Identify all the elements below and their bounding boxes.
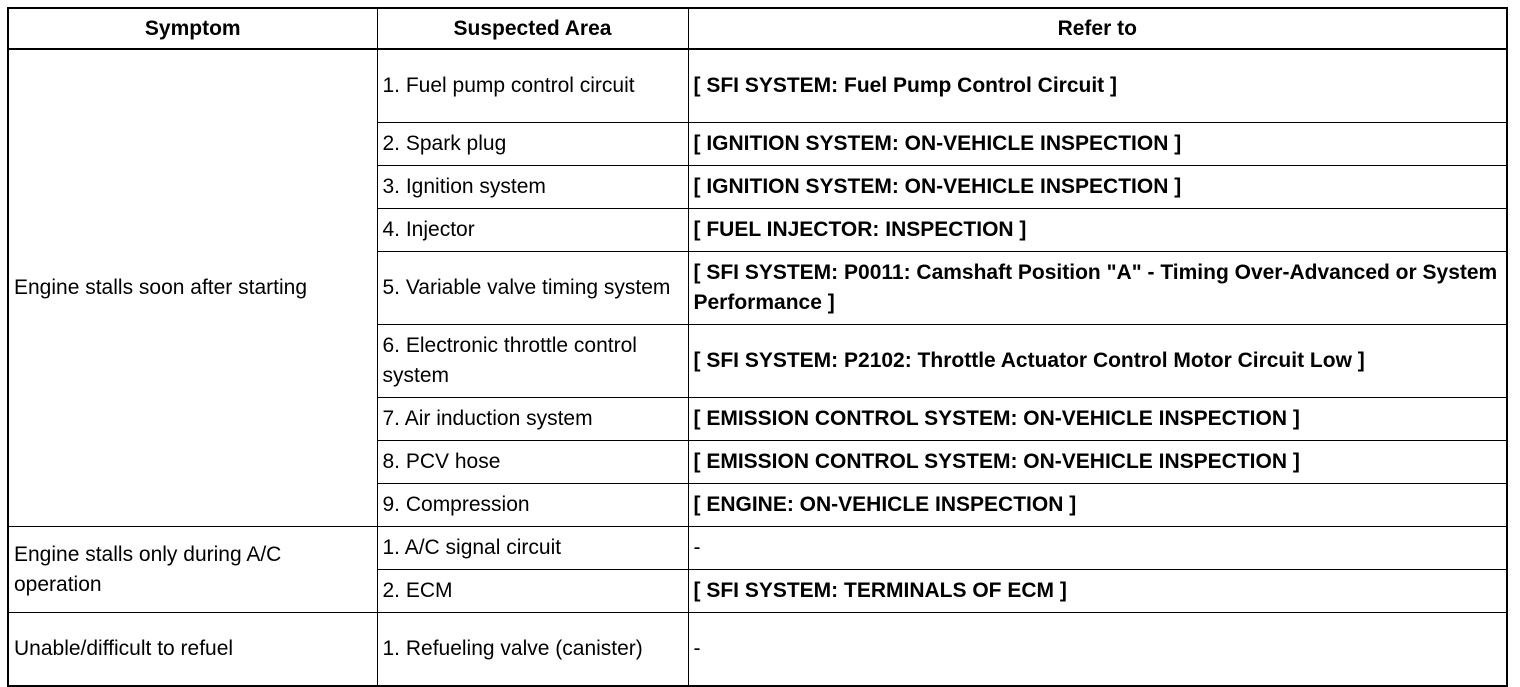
troubleshooting-table [7, 7, 1508, 687]
suspected-area-cell: 1. Refueling valve (canister) [377, 613, 688, 687]
suspected-area-cell: 5. Variable valve timing system [377, 252, 688, 325]
refer-to-cell: - [688, 613, 1507, 687]
header-row [8, 8, 1507, 49]
refer-to-link[interactable]: [ IGNITION SYSTEM: ON-VEHICLE INSPECTION ] [688, 166, 1507, 209]
refer-to-link[interactable]: [ SFI SYSTEM: Fuel Pump Control Circuit ] [688, 49, 1507, 123]
suspected-area-cell: 9. Compression [377, 484, 688, 527]
symptom-cell: Engine stalls only during A/C operation [8, 527, 377, 613]
header-refer-to: Refer to [688, 8, 1507, 49]
refer-to-link[interactable]: [ ENGINE: ON-VEHICLE INSPECTION ] [688, 484, 1507, 527]
suspected-area-cell: 4. Injector [377, 209, 688, 252]
refer-to-link[interactable]: [ EMISSION CONTROL SYSTEM: ON-VEHICLE INSPECTION ] [688, 441, 1507, 484]
suspected-area-cell: 3. Ignition system [377, 166, 688, 209]
suspected-area-cell: 6. Electronic throttle control system [377, 325, 688, 398]
refer-to-link[interactable]: [ SFI SYSTEM: P0011: Camshaft Position "A" - Timing Over-Advanced or System Performance ] [688, 252, 1507, 325]
refer-to-link[interactable]: [ EMISSION CONTROL SYSTEM: ON-VEHICLE INSPECTION ] [688, 398, 1507, 441]
table-row [8, 613, 1507, 687]
suspected-area-cell: 7. Air induction system [377, 398, 688, 441]
suspected-area-cell: 1. A/C signal circuit [377, 527, 688, 570]
refer-to-link[interactable]: [ FUEL INJECTOR: INSPECTION ] [688, 209, 1507, 252]
suspected-area-cell: 2. Spark plug [377, 123, 688, 166]
refer-to-link[interactable]: [ SFI SYSTEM: P2102: Throttle Actuator Control Motor Circuit Low ] [688, 325, 1507, 398]
suspected-area-cell: 8. PCV hose [377, 441, 688, 484]
suspected-area-cell: 1. Fuel pump control circuit [377, 49, 688, 123]
header-symptom: Symptom [8, 8, 377, 49]
table-row [8, 49, 1507, 123]
symptom-cell: Unable/difficult to refuel [8, 613, 377, 687]
header-suspected-area: Suspected Area [377, 8, 688, 49]
refer-to-cell: - [688, 527, 1507, 570]
refer-to-link[interactable]: [ IGNITION SYSTEM: ON-VEHICLE INSPECTION ] [688, 123, 1507, 166]
symptom-cell: Engine stalls soon after starting [8, 49, 377, 527]
refer-to-link[interactable]: [ SFI SYSTEM: TERMINALS OF ECM ] [688, 570, 1507, 613]
suspected-area-cell: 2. ECM [377, 570, 688, 613]
table-row [8, 527, 1507, 570]
